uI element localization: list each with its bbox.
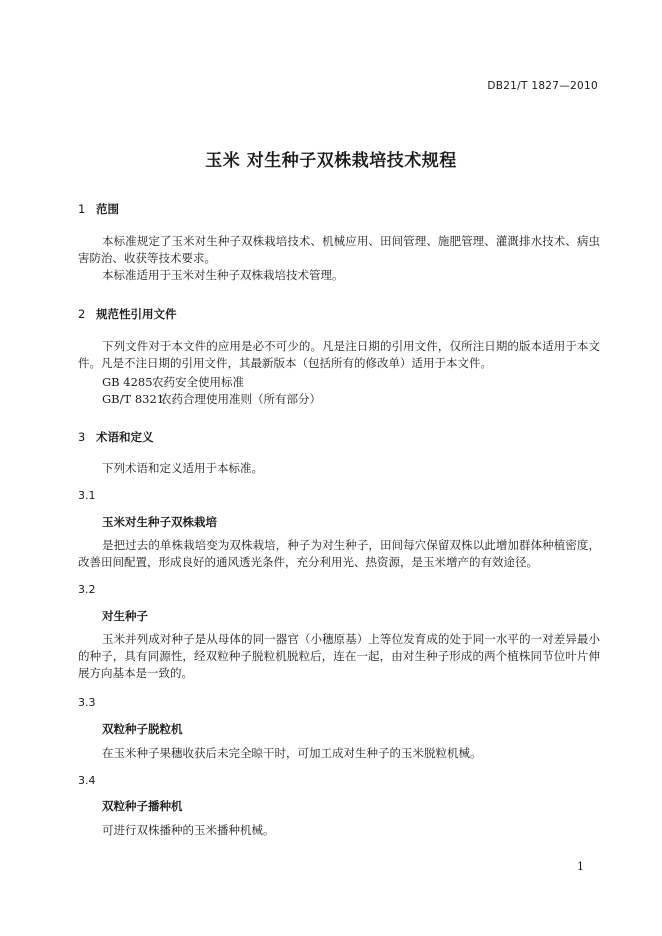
standard-number: DB21/T 1827—2010 [487,80,598,92]
section-1-heading [78,201,119,217]
section-2-paragraph-1: 下列文件对于本文件的应用是必不可少的。凡是注日期的引用文件，仅所注日期的版本适用于本文件。凡是不注日期的引用文件，其最新版本（包括所有的修改单）适用于本文件。 [78,339,600,370]
reference-item [102,391,321,407]
reference-title: 农药安全使用标准 [152,375,244,389]
term-number: 3.4 [78,774,96,787]
term-definition: 在玉米种子果穗收获后未完全晾干时，可加工成对生种子的玉米脱粒机械。 [102,746,482,760]
section-title: 术语和定义 [96,430,154,444]
section-1-paragraph-1: 本标准规定了玉米对生种子双株栽培技术、机械应用、田间管理、施肥管理、灌溉排水技术、病虫害防治、收获等技术要求。 [78,234,600,265]
reference-code: GB 4285 [102,375,153,389]
section-title: 规范性引用文件 [96,307,177,321]
section-number: 1 [78,202,86,216]
term-number: 3.3 [78,696,96,709]
term-definition: 是把过去的单株栽培变为双株栽培，种子为对生种子，田间每穴保留双株以此增加群体种植密度，改善田间配置，形成良好的通风透光条件，充分利用光、热资源，是玉米增产的有效途径。 [78,538,600,569]
term-number: 3.1 [78,489,96,502]
term-definition: 可进行双株播种的玉米播种机械。 [102,823,275,837]
reference-title: 农药合理使用准则（所有部分） [160,392,321,406]
term-definition: 玉米并列成对种子是从母体的同一器官（小穗原基）上等位发育成的处于同一水平的一对差异最小的种子，具有同源性，经双粒种子脱粒机脱粒后，连在一起，由对生种子形成的两个植株同节位叶片伸展方向基本是一致的。 [78,632,600,680]
section-number: 2 [78,307,86,321]
term-name: 双粒种子脱粒机 [102,722,183,736]
term-number: 3.2 [78,583,96,596]
section-number: 3 [78,430,86,444]
term-name: 双粒种子播种机 [102,799,183,813]
section-3-intro: 下列术语和定义适用于本标准。 [102,461,263,475]
term-name: 玉米对生种子双株栽培 [102,515,217,529]
section-3-heading [78,429,154,445]
term-name: 对生种子 [102,609,148,623]
section-1-paragraph-2: 本标准适用于玉米对生种子双株栽培技术管理。 [102,268,344,282]
reference-code: GB/T 8321 [102,392,165,406]
document-title: 玉米 对生种子双株栽培技术规程 [205,151,457,171]
page-number: 1 [577,860,584,873]
section-title: 范围 [96,202,119,216]
reference-item [102,374,244,390]
section-2-heading [78,306,177,322]
